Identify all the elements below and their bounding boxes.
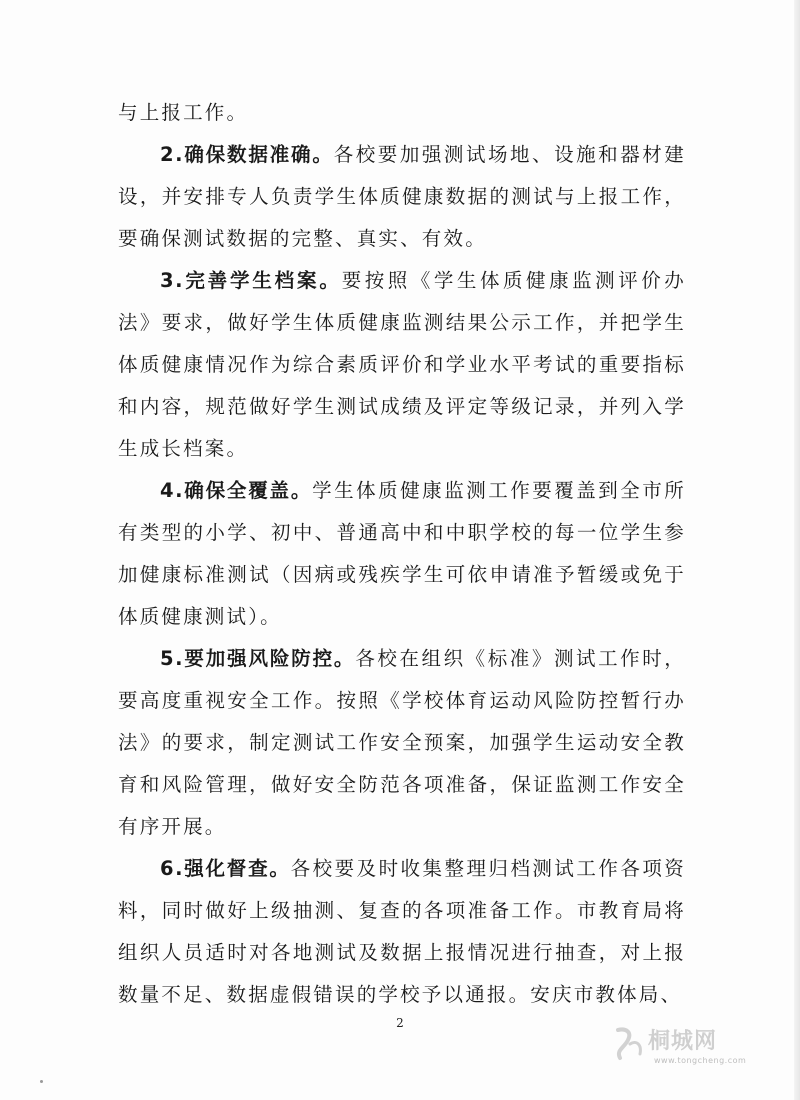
watermark-logo-icon bbox=[612, 1024, 646, 1062]
watermark-url: www.tongcheng.com bbox=[654, 1056, 747, 1065]
document-body bbox=[118, 92, 686, 1016]
paragraph-heading: 5.要加强风险防控。 bbox=[160, 647, 356, 670]
scan-speck bbox=[40, 1080, 43, 1083]
paragraph-heading: 2.确保数据准确。 bbox=[160, 143, 334, 166]
paragraph-text: 各校要加强测试场地、设施和器材建设，并安排专人负责学生体质健康数据的测试与上报工作，要确保测试数据的完整、真实、有效。 bbox=[118, 143, 686, 250]
site-watermark bbox=[612, 1022, 762, 1076]
paragraph-supervision bbox=[118, 848, 686, 1016]
paragraph-text: 要按照《学生体质健康监测评价办法》要求，做好学生体质健康监测结果公示工作，并把学生体质健康情况作为综合素质评价和学业水平考试的重要指标和内容，规范做好学生测试成绩及评定等级记录，并列入学生成长档案。 bbox=[118, 269, 686, 460]
watermark-title: 桐城网 bbox=[648, 1029, 718, 1054]
paragraph-full-coverage bbox=[118, 470, 686, 638]
paragraph-ensure-data-accuracy bbox=[118, 134, 686, 260]
scan-edge-shadow bbox=[794, 0, 800, 1100]
paragraph-student-records bbox=[118, 260, 686, 470]
paragraph-text: 与上报工作。 bbox=[118, 101, 249, 124]
paragraph-text: 各校要及时收集整理归档测试工作各项资料，同时做好上级抽测、复查的各项准备工作。市教育局将组织人员适时对各地测试及数据上报情况进行抽查，对上报数量不足、数据虚假错误的学校予以通报。安庆市教体局、 bbox=[118, 857, 686, 1006]
paragraph-text: 各校在组织《标准》测试工作时，要高度重视安全工作。按照《学校体育运动风险防控暂行办法》的要求，制定测试工作安全预案，加强学生运动安全教育和风险管理，做好安全防范各项准备，保证监测工作安全有序开展。 bbox=[118, 647, 686, 838]
paragraph-continuation bbox=[118, 92, 686, 134]
page-number: 2 bbox=[396, 1016, 404, 1030]
paragraph-risk-control bbox=[118, 638, 686, 848]
paragraph-heading: 4.确保全覆盖。 bbox=[160, 479, 313, 502]
paragraph-heading: 6.强化督查。 bbox=[160, 857, 291, 880]
paragraph-heading: 3.完善学生档案。 bbox=[160, 269, 342, 292]
paragraph-text: 学生体质健康监测工作要覆盖到全市所有类型的小学、初中、普通高中和中职学校的每一位学生参加健康标准测试（因病或残疾学生可依申请准予暂缓或免于体质健康测试）。 bbox=[118, 479, 686, 628]
